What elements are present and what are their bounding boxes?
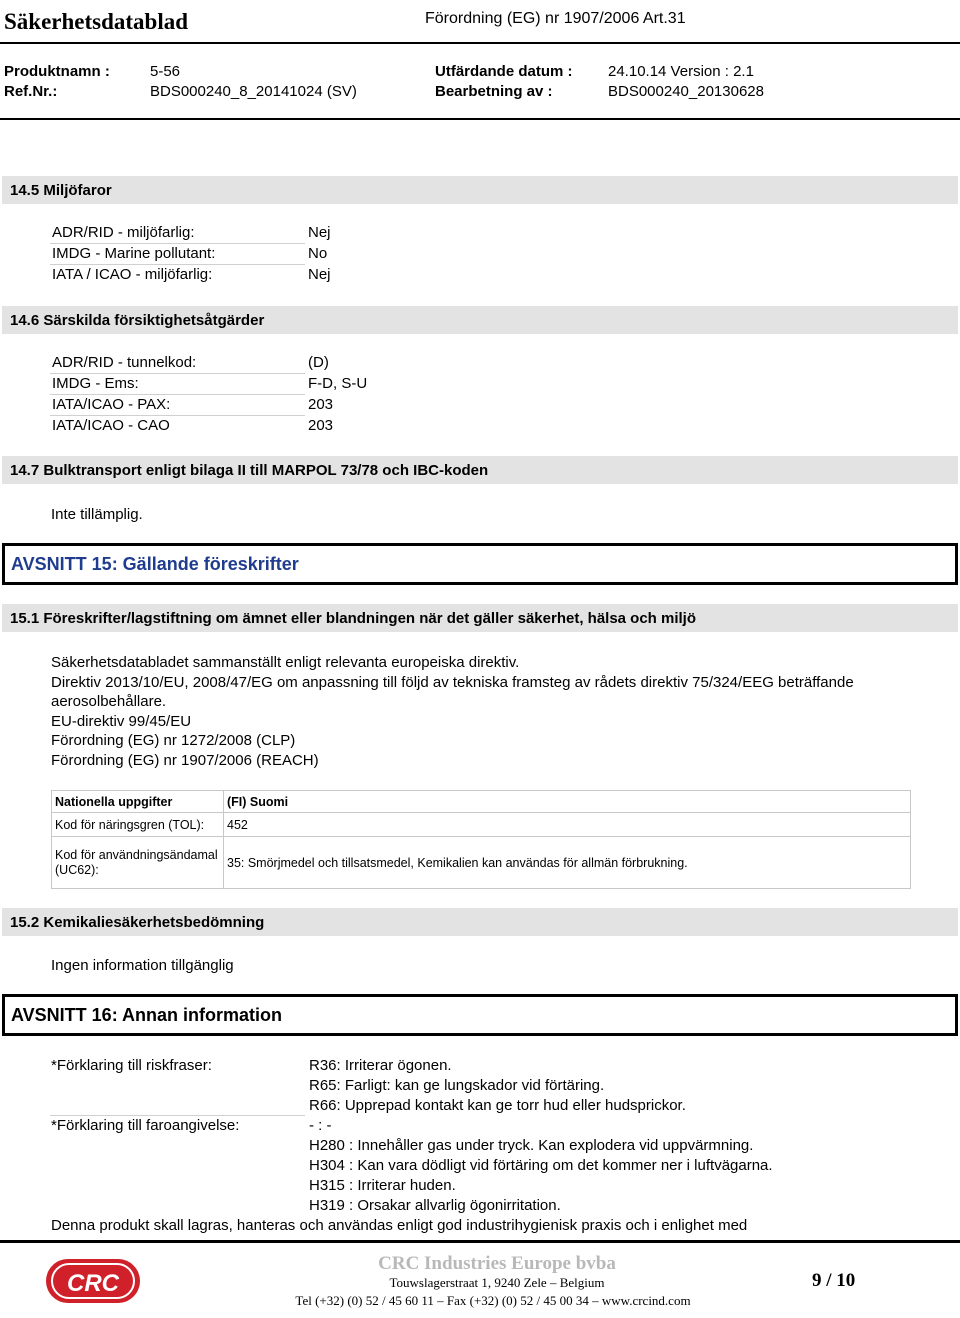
subsection-14-6-heading: 14.6 Särskilda försiktighetsåtgärder bbox=[2, 306, 958, 334]
imdg-ems-label: IMDG - Ems: bbox=[52, 375, 139, 392]
row-divider bbox=[50, 415, 305, 416]
product-name-value: 5-56 bbox=[150, 63, 181, 80]
header-divider bbox=[0, 118, 960, 120]
hazard-statement: H304 : Kan vara dödligt vid förtäring om det kommer ner i luftvägarna. bbox=[309, 1157, 773, 1174]
ref-number-label: Ref.Nr.: bbox=[4, 83, 58, 100]
issue-date-label: Utfärdande datum : bbox=[435, 63, 573, 80]
closing-text: Denna produkt skall lagras, hanteras och användas enligt god industrihygienisk praxis och i enlighet med bbox=[51, 1217, 748, 1234]
revision-value: BDS000240_20130628 bbox=[608, 83, 764, 100]
page-number: 9 / 10 bbox=[812, 1270, 856, 1291]
regulations-text bbox=[51, 653, 931, 771]
section-15-heading: AVSNITT 15: Gällande föreskrifter bbox=[2, 543, 958, 585]
hazard-statement: H315 : Irriterar huden. bbox=[309, 1177, 456, 1194]
regulation-line: Förordning (EG) nr 1272/2008 (CLP) bbox=[51, 732, 296, 750]
national-header-value: (FI) Suomi bbox=[224, 791, 911, 813]
row-divider bbox=[50, 373, 305, 374]
regulation-line: Direktiv 2013/10/EU, 2008/47/EG om anpassning till följd av tekniska framsteg av rådets direktiv 75/324/EEG beträffande aerosolbehållare. bbox=[51, 673, 854, 711]
adr-env-value: Nej bbox=[308, 224, 331, 241]
bulk-transport-text: Inte tillämplig. bbox=[51, 506, 143, 523]
risk-phrase: R36: Irriterar ögonen. bbox=[309, 1057, 452, 1074]
subsection-14-7-heading: 14.7 Bulktransport enligt bilaga II till MARPOL 73/78 och IBC-koden bbox=[2, 456, 958, 484]
table-row bbox=[52, 813, 911, 837]
regulation-line: EU-direktiv 99/45/EU bbox=[51, 712, 192, 730]
adr-env-label: ADR/RID - miljöfarlig: bbox=[52, 224, 195, 241]
ref-number-value: BDS000240_8_20141024 (SV) bbox=[150, 83, 357, 100]
company-contact: Tel (+32) (0) 52 / 45 60 11 – Fax (+32) (0) 52 / 45 00 34 – www.crcind.com bbox=[295, 1293, 691, 1308]
footer-divider bbox=[0, 1240, 960, 1243]
regulation-line: Säkerhetsdatabladet sammanställt enligt relevanta europeiska direktiv. bbox=[51, 654, 520, 671]
tunnel-code-label: ADR/RID - tunnelkod: bbox=[52, 354, 197, 371]
iata-env-value: Nej bbox=[308, 266, 331, 283]
hazard-statement: H280 : Innehåller gas under tryck. Kan explodera vid uppvärmning. bbox=[309, 1137, 754, 1154]
document-title: Säkerhetsdatablad bbox=[4, 9, 189, 34]
table-row bbox=[52, 837, 911, 889]
risk-phrase: R65: Farligt: kan ge lungskador vid förtäring. bbox=[309, 1077, 605, 1094]
chemical-safety-text: Ingen information tillgänglig bbox=[51, 957, 234, 974]
issue-date-value: 24.10.14 Version : 2.1 bbox=[608, 63, 754, 80]
hazard-statement: H319 : Orsakar allvarlig ögonirritation. bbox=[309, 1197, 561, 1214]
table-row bbox=[52, 791, 911, 813]
section-16-heading: AVSNITT 16: Annan information bbox=[2, 994, 958, 1036]
regulation-reference: Förordning (EG) nr 1907/2006 Art.31 bbox=[425, 10, 686, 27]
subsection-14-5-heading: 14.5 Miljöfaror bbox=[2, 176, 958, 204]
risk-phrase: R66: Upprepad kontakt kan ge torr hud eller hudsprickor. bbox=[309, 1097, 686, 1114]
uc-label: Kod för användningsändamal (UC62): bbox=[52, 837, 224, 889]
iata-cao-label: IATA/ICAO - CAO bbox=[52, 417, 170, 434]
iata-pax-label: IATA/ICAO - PAX: bbox=[52, 396, 171, 413]
iata-pax-value: 203 bbox=[308, 396, 334, 413]
iata-env-label: IATA / ICAO - miljöfarlig: bbox=[52, 266, 213, 283]
company-address: Touwslagerstraat 1, 9240 Zele – Belgium bbox=[389, 1275, 605, 1290]
tunnel-code-value: (D) bbox=[308, 354, 329, 371]
document-header bbox=[0, 0, 960, 44]
uc-value: 35: Smörjmedel och tillsatsmedel, Kemikalien kan användas för allmän förbrukning. bbox=[224, 837, 911, 889]
subsection-15-2-heading: 15.2 Kemikaliesäkerhetsbedömning bbox=[2, 908, 958, 936]
row-divider bbox=[50, 243, 305, 244]
national-header-label: Nationella uppgifter bbox=[52, 791, 224, 813]
row-divider bbox=[50, 394, 305, 395]
logo-text: CRC bbox=[67, 1270, 119, 1297]
tol-value: 452 bbox=[224, 813, 911, 837]
risk-phrases-label: *Förklaring till riskfraser: bbox=[51, 1057, 212, 1074]
tol-label: Kod för näringsgren (TOL): bbox=[52, 813, 224, 837]
regulation-line: Förordning (EG) nr 1907/2006 (REACH) bbox=[51, 751, 319, 769]
hazard-statements-label: *Förklaring till faroangivelse: bbox=[51, 1117, 240, 1134]
revision-label: Bearbetning av : bbox=[435, 83, 553, 100]
company-name: CRC Industries Europe bvba bbox=[378, 1253, 616, 1274]
imdg-pollutant-label: IMDG - Marine pollutant: bbox=[52, 245, 216, 262]
national-info-table bbox=[51, 790, 911, 889]
row-divider bbox=[50, 264, 305, 265]
row-divider bbox=[50, 1115, 305, 1116]
iata-cao-value: 203 bbox=[308, 417, 334, 434]
imdg-pollutant-value: No bbox=[308, 245, 328, 262]
subsection-15-1-heading: 15.1 Föreskrifter/lagstiftning om ämnet eller blandningen när det gäller säkerhet, hälsa och miljö bbox=[2, 604, 958, 632]
imdg-ems-value: F-D, S-U bbox=[308, 375, 368, 392]
hazard-statement: - : - bbox=[309, 1117, 332, 1134]
product-name-label: Produktnamn : bbox=[4, 63, 110, 80]
